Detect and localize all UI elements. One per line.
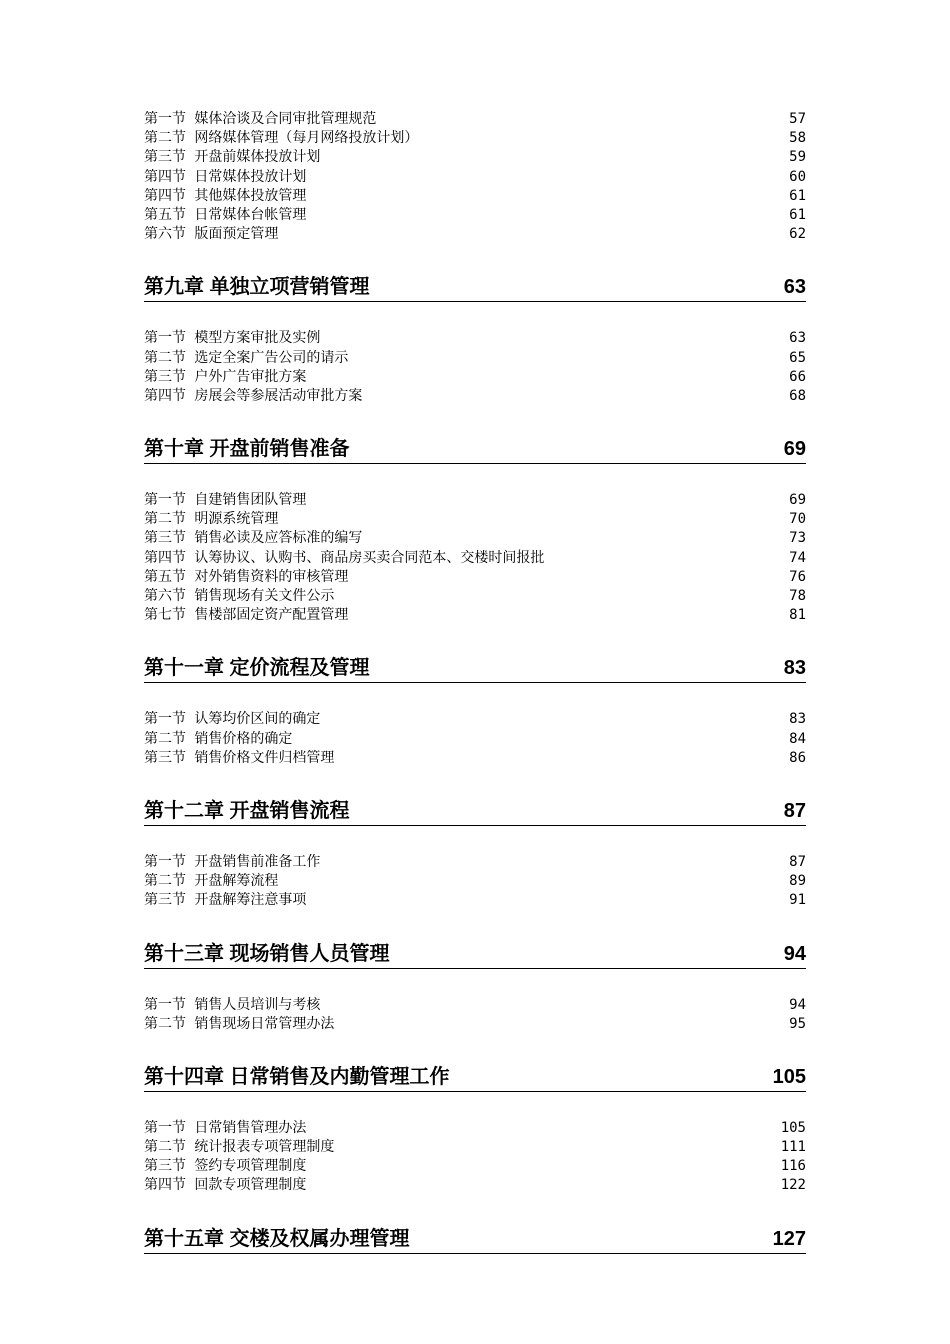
section-page-number: 89: [789, 873, 806, 890]
section-title: 第四节 回款专项管理制度: [144, 1177, 307, 1194]
section-page-number: 122: [780, 1177, 806, 1194]
section-title: 第四节 日常媒体投放计划: [144, 168, 307, 185]
table-of-contents: [144, 110, 806, 1281]
toc-section-entry[interactable]: [144, 730, 806, 749]
section-page-number: 65: [789, 349, 806, 366]
section-page-number: 87: [789, 853, 806, 870]
chapter-title: 第十章 开盘前销售准备: [144, 438, 350, 461]
section-page-number: 57: [789, 111, 806, 127]
toc-section-entry[interactable]: [144, 853, 806, 872]
toc-section-entry[interactable]: [144, 872, 806, 891]
chapter-page-number: 94: [783, 942, 806, 965]
chapter-page-number: 105: [772, 1065, 806, 1088]
section-page-number: 61: [789, 206, 806, 223]
chapter-title: 第十五章 交楼及权属办理管理: [144, 1227, 410, 1250]
toc-section-list: [144, 491, 806, 625]
toc-section-entry[interactable]: [144, 1176, 806, 1195]
section-title: 第二节 选定全案广告公司的请示: [144, 349, 349, 366]
section-title: 第七节 售楼部固定资产配置管理: [144, 607, 349, 624]
section-title: 第二节 开盘解筹流程: [144, 873, 279, 890]
section-page-number: 91: [789, 892, 806, 909]
section-title: 第五节 对外销售资料的审核管理: [144, 568, 349, 585]
toc-section-entry[interactable]: [144, 387, 806, 406]
section-title: 第一节 认筹均价区间的确定: [144, 711, 321, 728]
section-title: 第六节 版面预定管理: [144, 226, 279, 243]
toc-section-entry[interactable]: [144, 1119, 806, 1138]
section-page-number: 60: [789, 168, 806, 185]
toc-section-entry[interactable]: [144, 1157, 806, 1176]
section-title: 第二节 销售现场日常管理办法: [144, 1015, 335, 1032]
toc-section-entry[interactable]: [144, 368, 806, 387]
section-page-number: 116: [780, 1158, 806, 1175]
section-page-number: 62: [789, 226, 806, 243]
section-page-number: 95: [789, 1015, 806, 1032]
toc-section-entry[interactable]: [144, 996, 806, 1015]
section-page-number: 76: [789, 568, 806, 585]
section-title: 第四节 房展会等参展活动审批方案: [144, 387, 363, 404]
section-title: 第一节 模型方案审批及实例: [144, 330, 321, 347]
section-page-number: 58: [789, 130, 806, 147]
toc-section-entry[interactable]: [144, 891, 806, 910]
toc-chapter-heading[interactable]: [144, 273, 806, 302]
section-page-number: 69: [789, 492, 806, 509]
section-title: 第一节 开盘销售前准备工作: [144, 853, 321, 870]
section-title: 第六节 销售现场有关文件公示: [144, 588, 335, 604]
toc-section-entry[interactable]: [144, 749, 806, 768]
section-page-number: 63: [789, 330, 806, 347]
section-title: 第三节 销售价格文件归档管理: [144, 749, 335, 766]
chapter-page-number: 83: [783, 657, 806, 680]
toc-section-entry[interactable]: [144, 1015, 806, 1034]
toc-section-entry[interactable]: [144, 349, 806, 368]
section-title: 第一节 销售人员培训与考核: [144, 996, 321, 1013]
toc-section-entry[interactable]: [144, 187, 806, 206]
toc-section-entry[interactable]: [144, 710, 806, 729]
toc-chapter-heading[interactable]: [144, 654, 806, 683]
section-title: 第三节 签约专项管理制度: [144, 1158, 307, 1175]
toc-section-entry[interactable]: [144, 606, 806, 625]
toc-section-entry[interactable]: [144, 529, 806, 548]
toc-section-entry[interactable]: [144, 225, 806, 244]
toc-section-entry[interactable]: [144, 549, 806, 568]
section-page-number: 84: [789, 730, 806, 747]
section-title: 第一节 日常销售管理办法: [144, 1119, 307, 1136]
toc-section-list: [144, 110, 806, 244]
toc-section-list: [144, 853, 806, 911]
chapter-page-number: 127: [772, 1227, 806, 1250]
toc-section-entry[interactable]: [144, 1138, 806, 1157]
section-title: 第二节 统计报表专项管理制度: [144, 1139, 335, 1156]
chapter-title: 第十一章 定价流程及管理: [144, 657, 370, 680]
section-page-number: 81: [789, 607, 806, 624]
toc-chapter-heading[interactable]: [144, 940, 806, 969]
section-title: 第四节 其他媒体投放管理: [144, 187, 307, 204]
section-page-number: 94: [789, 996, 806, 1013]
section-page-number: 68: [789, 387, 806, 404]
section-title: 第二节 网络媒体管理（每月网络投放计划）: [144, 130, 419, 147]
toc-chapter-heading[interactable]: [144, 1063, 806, 1092]
section-title: 第三节 开盘解筹注意事项: [144, 892, 307, 909]
toc-chapter-heading[interactable]: [144, 435, 806, 464]
toc-section-entry[interactable]: [144, 329, 806, 348]
toc-section-list: [144, 1119, 806, 1196]
section-title: 第三节 户外广告审批方案: [144, 368, 307, 385]
toc-section-list: [144, 996, 806, 1034]
section-page-number: 105: [780, 1119, 806, 1136]
section-page-number: 73: [789, 530, 806, 547]
toc-section-entry[interactable]: [144, 568, 806, 587]
section-title: 第二节 销售价格的确定: [144, 730, 293, 747]
section-page-number: 111: [780, 1139, 806, 1156]
section-title: 第二节 明源系统管理: [144, 511, 279, 528]
section-title: 第一节 媒体洽谈及合同审批管理规范: [144, 111, 377, 127]
toc-section-entry[interactable]: [144, 510, 806, 529]
chapter-title: 第十三章 现场销售人员管理: [144, 942, 390, 965]
section-title: 第四节 认筹协议、认购书、商品房买卖合同范本、交楼时间报批: [144, 549, 545, 566]
toc-chapter-heading[interactable]: [144, 797, 806, 826]
toc-section-entry[interactable]: [144, 206, 806, 225]
toc-section-entry[interactable]: [144, 168, 806, 187]
toc-section-entry[interactable]: [144, 491, 806, 510]
chapter-title: 第九章 单独立项营销管理: [144, 276, 370, 299]
toc-section-entry[interactable]: [144, 148, 806, 167]
section-title: 第三节 开盘前媒体投放计划: [144, 149, 321, 166]
section-page-number: 61: [789, 187, 806, 204]
toc-section-entry[interactable]: [144, 587, 806, 606]
section-page-number: 59: [789, 149, 806, 166]
section-page-number: 66: [789, 368, 806, 385]
section-page-number: 74: [789, 549, 806, 566]
chapter-page-number: 69: [783, 438, 806, 461]
toc-section-entry[interactable]: [144, 129, 806, 148]
section-page-number: 78: [789, 588, 806, 604]
chapter-page-number: 87: [783, 799, 806, 822]
section-title: 第三节 销售必读及应答标准的编写: [144, 530, 363, 547]
chapter-title: 第十四章 日常销售及内勤管理工作: [144, 1065, 450, 1088]
toc-section-list: [144, 329, 806, 406]
chapter-title: 第十二章 开盘销售流程: [144, 799, 350, 822]
toc-section-list: [144, 710, 806, 768]
toc-section-entry[interactable]: [144, 110, 806, 129]
section-page-number: 70: [789, 511, 806, 528]
section-title: 第一节 自建销售团队管理: [144, 492, 307, 509]
section-page-number: 83: [789, 711, 806, 728]
section-page-number: 86: [789, 749, 806, 766]
chapter-page-number: 63: [783, 276, 806, 299]
toc-chapter-heading[interactable]: [144, 1225, 806, 1254]
section-title: 第五节 日常媒体台帐管理: [144, 206, 307, 223]
